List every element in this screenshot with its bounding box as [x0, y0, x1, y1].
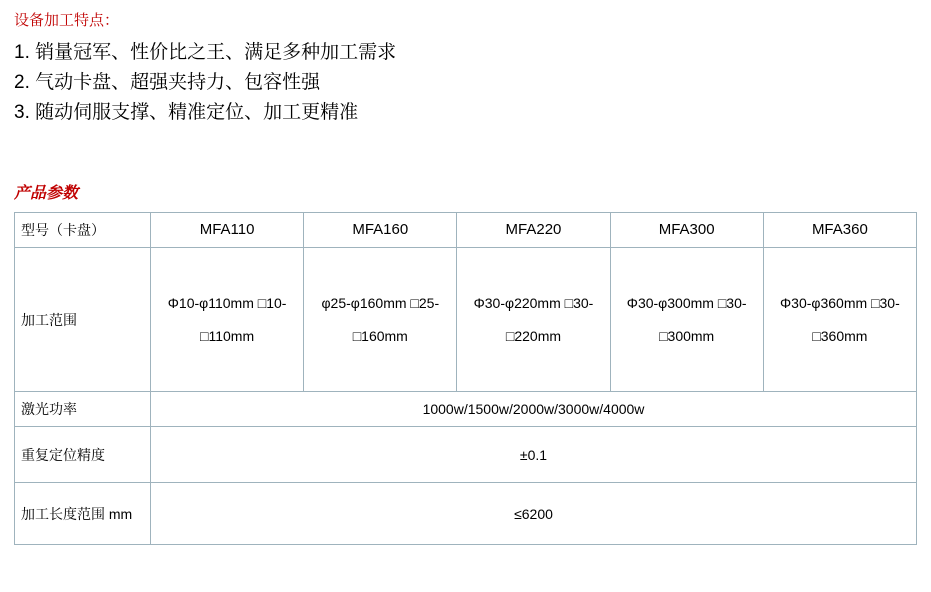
row-label: 重复定位精度 [15, 427, 151, 483]
features-list [14, 38, 917, 128]
parameters-table [14, 212, 917, 545]
feature-item: 2. 气动卡盘、超强夹持力、包容性强 [14, 72, 321, 93]
features-title: 设备加工特点： [14, 12, 120, 29]
section-spacer [14, 128, 917, 184]
table-cell: Φ30-φ220mm □30-□220mm [457, 248, 610, 392]
table-cell: ±0.1 [151, 427, 917, 483]
table-cell: MFA300 [610, 213, 763, 248]
table-cell: Φ30-φ360mm □30-□360mm [763, 248, 916, 392]
table-row [15, 248, 917, 392]
table-cell: MFA160 [304, 213, 457, 248]
parameters-title: 产品参数 [14, 185, 79, 202]
row-label: 加工长度范围 mm [15, 483, 151, 545]
table-cell: ≤6200 [151, 483, 917, 545]
row-label: 型号（卡盘） [15, 213, 151, 248]
feature-item: 1. 销量冠军、性价比之王、满足多种加工需求 [14, 42, 397, 63]
parameters-section [14, 184, 917, 545]
table-cell: MFA110 [151, 213, 304, 248]
row-label: 加工范围 [15, 248, 151, 392]
table-row [15, 392, 917, 427]
table-cell: 1000w/1500w/2000w/3000w/4000w [151, 392, 917, 427]
table-cell: Φ10-φ110mm □10-□110mm [151, 248, 304, 392]
features-section [14, 10, 917, 128]
row-label: 激光功率 [15, 392, 151, 427]
table-row [15, 483, 917, 545]
feature-item: 3. 随动伺服支撑、精准定位、加工更精准 [14, 102, 359, 123]
table-row [15, 213, 917, 248]
table-cell: MFA220 [457, 213, 610, 248]
table-cell: Φ30-φ300mm □30-□300mm [610, 248, 763, 392]
table-row [15, 427, 917, 483]
table-cell: φ25-φ160mm □25-□160mm [304, 248, 457, 392]
table-cell: MFA360 [763, 213, 916, 248]
